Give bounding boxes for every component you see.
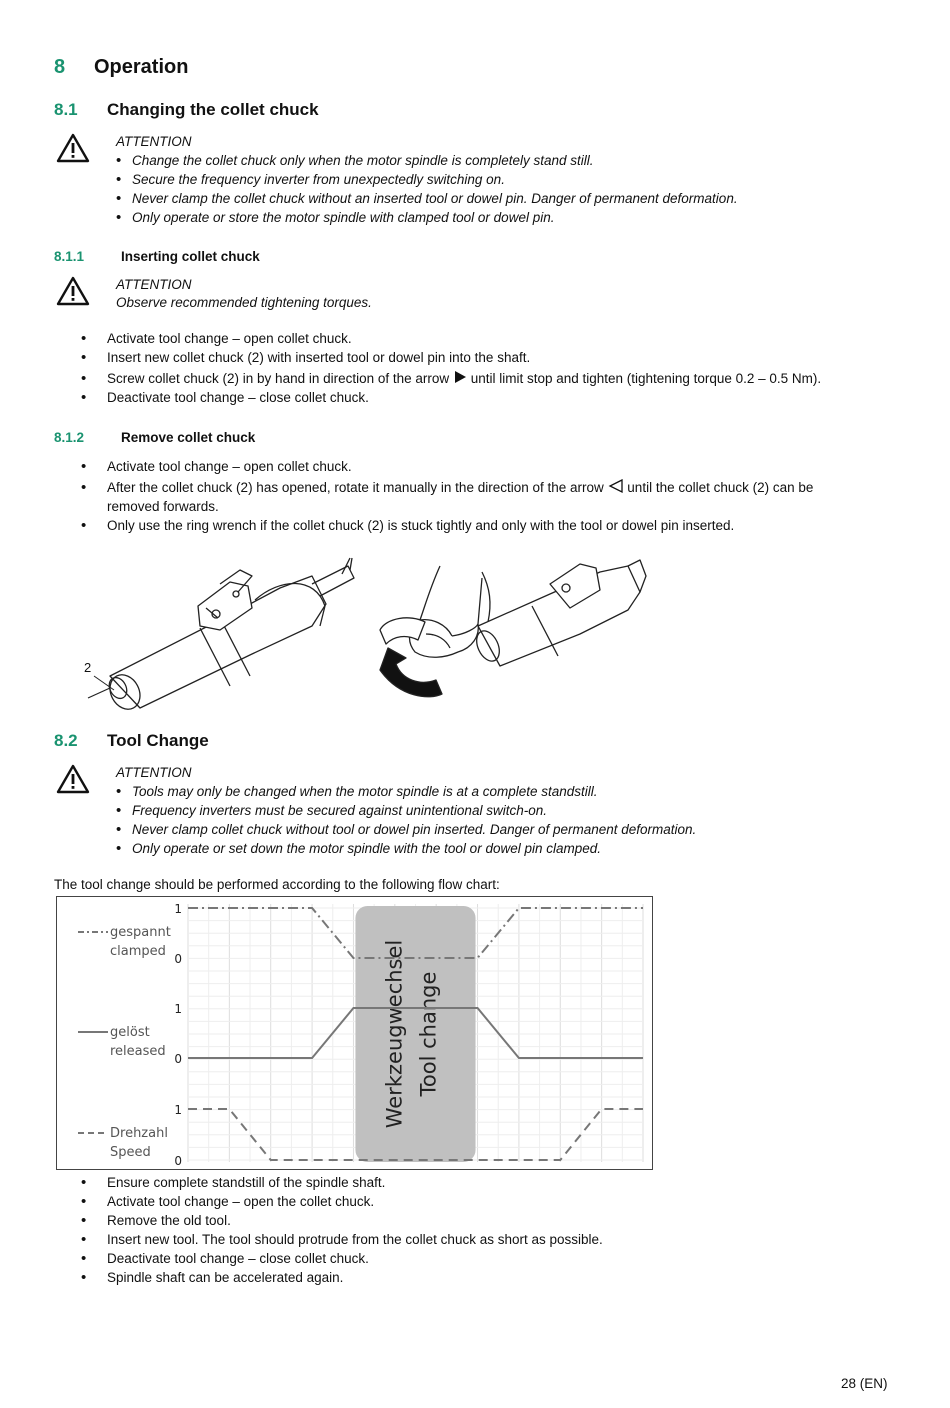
subsubsection-title: Remove collet chuck (121, 430, 256, 445)
warning-icon (56, 276, 90, 306)
attention-list (132, 782, 912, 858)
section-title: Operation (94, 56, 189, 78)
attention-note: Observe recommended tightening torques. (116, 295, 372, 310)
step-item (107, 369, 907, 388)
step-item: • Spindle shaft can be accelerated again. (107, 1268, 907, 1287)
tick-label: 1 (174, 1103, 182, 1117)
step-item: • Activate tool change – open collet chuck. (107, 329, 907, 348)
tool-change-band (355, 906, 475, 1162)
tool-change-steps (107, 1173, 907, 1287)
page-language: (EN) (859, 1376, 888, 1391)
page-footer (841, 1374, 888, 1393)
subsection-title: Changing the collet chuck (107, 100, 319, 119)
arrow-left-outline-icon (608, 478, 624, 494)
legend-label-en: released (110, 1044, 166, 1059)
attention-item: • Only operate or store the motor spindle with clamped tool or dowel pin. (132, 208, 912, 227)
step-item: • Ensure complete standstill of the spindle shaft. (107, 1173, 907, 1192)
tick-label: 0 (174, 1154, 182, 1168)
attention-item: • Frequency inverters must be secured against unintentional switch-on. (132, 801, 912, 820)
attention-label: ATTENTION (116, 134, 192, 149)
step-text: until limit stop and tighten (tightening torque 0.2 – 0.5 Nm). (470, 371, 822, 386)
step-item (107, 478, 907, 497)
attention-item: • Only operate or set down the motor spindle with the tool or dowel pin clamped. (132, 839, 912, 858)
page-number: 28 (841, 1376, 857, 1391)
attention-label: ATTENTION (116, 765, 192, 780)
legend-label-en: Speed (110, 1145, 151, 1160)
step-item: • Deactivate tool change – close collet chuck. (107, 388, 907, 407)
tick-label: 0 (174, 1052, 182, 1066)
step-item: • Activate tool change – open collet chuck. (107, 457, 907, 476)
legend-label-en: clamped (110, 944, 166, 959)
tool-change-region (355, 906, 475, 1162)
subsection-number: 8.2 (54, 731, 78, 750)
step-item: • Remove the old tool. (107, 1211, 907, 1230)
step-list (107, 457, 907, 535)
step-item: • Activate tool change – open the collet chuck. (107, 1192, 907, 1211)
step-item: • Insert new collet chuck (2) with inserted tool or dowel pin into the shaft. (107, 348, 907, 367)
band-label-de: Werkzeugwechsel (382, 939, 407, 1129)
figure-callout-2: 2 (84, 660, 92, 675)
step-text: until the collet chuck (2) can be (627, 480, 814, 495)
tool-change-flow-chart (56, 896, 653, 1170)
step-item: • Insert new tool. The tool should protrude from the collet chuck as short as possible. (107, 1230, 907, 1249)
band-label-en: Tool change (416, 971, 441, 1097)
step-item: • Only use the ring wrench if the collet chuck (2) is stuck tightly and only with the tool or dowel pin inserted. (107, 516, 907, 535)
legend-label-de: gespannt (110, 925, 171, 940)
warning-icon (56, 133, 90, 163)
legend-label-de: gelöst (110, 1025, 150, 1040)
subsection-number: 8.1 (54, 100, 78, 119)
subsubsection-number: 8.1.2 (54, 430, 85, 445)
subsection-title: Tool Change (107, 731, 209, 750)
step-text: After the collet chuck (2) has opened, rotate it manually in the direction of the arrow (107, 480, 604, 495)
collet-chuck-illustration (80, 548, 650, 710)
attention-item: • Tools may only be changed when the motor spindle is at a complete standstill. (132, 782, 912, 801)
attention-item: • Never clamp the collet chuck without an inserted tool or dowel pin. Danger of permanent deformation. (132, 189, 912, 208)
step-continuation: removed forwards. (107, 499, 219, 514)
tick-label: 1 (174, 1002, 182, 1016)
step-text: Screw collet chuck (2) in by hand in direction of the arrow (107, 371, 450, 386)
subsubsection-title: Inserting collet chuck (121, 249, 260, 264)
attention-item: • Never clamp collet chuck without tool or dowel pin inserted. Danger of permanent deformation. (132, 820, 912, 839)
attention-list (132, 151, 912, 227)
section-number: 8 (54, 56, 66, 78)
legend-label-de: Drehzahl (110, 1126, 168, 1141)
step-item: • Deactivate tool change – close collet chuck. (107, 1249, 907, 1268)
subsubsection-number: 8.1.1 (54, 249, 85, 264)
warning-icon (56, 764, 90, 794)
tick-label: 1 (174, 902, 182, 916)
attention-label: ATTENTION (116, 277, 192, 292)
arrow-right-filled-icon (453, 370, 467, 384)
flow-chart-intro: The tool change should be performed according to the following flow chart: (54, 877, 500, 892)
step-list (107, 329, 907, 407)
attention-item: • Secure the frequency inverter from unexpectedly switching on. (132, 170, 912, 189)
attention-item: • Change the collet chuck only when the motor spindle is completely stand still. (132, 151, 912, 170)
tick-label: 0 (174, 952, 182, 966)
